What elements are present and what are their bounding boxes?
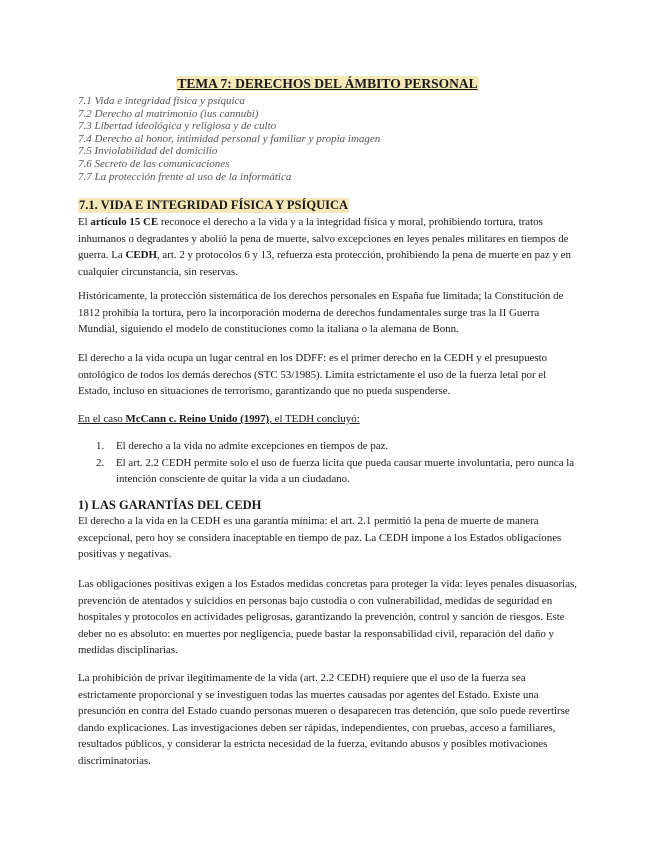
- subsection-heading: 1) LAS GARANTÍAS DEL CEDH: [78, 498, 262, 512]
- toc-item: 7.4 Derecho al honor, intimidad personal y familiar y propia imagen: [78, 132, 381, 145]
- text-run: reconoce el derecho a la vida y a la integridad física y moral, prohibiendo tortura, tratos inhumanos o degradantes y abolió la pena de muerte, salvo excepciones en leyes penales militares en tiempos de guerra. La: [78, 216, 569, 261]
- paragraph-minimum-guarantee: El derecho a la vida en la CEDH es una garantía mínima: el art. 2.1 permitió la pena de muerte de manera excepcional, pero hoy se considera inaceptable en tiempo de paz. La CEDH impone a los Estados obligaciones positivas y negativas.: [78, 515, 562, 560]
- bold-term: CEDH: [125, 249, 157, 261]
- paragraph-prohibition: La prohibición de privar ilegítimamente de la vida (art. 2.2 CEDH) requiere que el uso de la fuerza sea estrictamente proporcional y se investiguen todas las muertes causadas por agentes del Estado. Existe una presunción en contra del Estado cuando personas mueren o desaparecen tras detención, que solo puede revertirse dando explicaciones. Las investigaciones deben ser rápidas, independientes, con pruebas, acceso a familiares, resultados públicos, y considerar la estricta necesidad de la fuerza, evitando abusos y posibles motivaciones discriminatorias.: [78, 672, 570, 767]
- list-item: [96, 455, 576, 488]
- case-name: McCann c. Reino Unido (1997): [125, 413, 270, 425]
- paragraph-article-15: [78, 214, 578, 280]
- paragraph-history: Históricamente, la protección sistemática de los derechos personales en España fue limitada; la Constitución de 1812 prohibía la tortura, pero la incorporación moderna de derechos fundamentales surge tras la II Guerra Mundial, siguiendo el modelo de constituciones como la italiana o la alemana de Bonn.: [78, 290, 564, 335]
- section-heading: 7.1. VIDA E INTEGRIDAD FÍSICA Y PSÍQUICA: [79, 198, 349, 212]
- list-number: 2.: [96, 456, 105, 469]
- text-run: El: [78, 216, 91, 228]
- case-intro: [78, 411, 578, 428]
- document-title: [0, 76, 655, 92]
- toc-item: 7.2 Derecho al matrimonio (ius cannubi): [78, 107, 259, 120]
- paragraph-positive-obligations: Las obligaciones positivas exigen a los Estados medidas concretas para proteger la vida: leyes penales disuasorias, prevención de atentados y suicidios en personas bajo custodia o con vulnerabilidad, medidas de seguridad en hospitales y protocolos en actividades peligrosas, garantizando la prevención, control y sanción de riesgos. Este deber no es absoluto: en muertes por negligencia, puede bastar la responsabilidad civil, reparación del daño y medidas disciplinarias.: [78, 578, 578, 656]
- toc-item: 7.5 Inviolabilidad del domicilio: [78, 145, 218, 158]
- list-item: [96, 438, 576, 455]
- text-run: En el caso: [78, 413, 126, 425]
- title-text: TEMA 7: DERECHOS DEL ÁMBITO PERSONAL: [177, 76, 478, 91]
- toc-item: 7.3 Libertad ideológica y religiosa y de culto: [78, 120, 277, 133]
- text-run: , el TEDH concluyó:: [269, 413, 360, 425]
- bold-term: artículo 15 CE: [90, 216, 159, 228]
- toc-item: 7.7 La protección frente al uso de la informática: [78, 170, 292, 183]
- list-text: El art. 2.2 CEDH permite solo el uso de fuerza lícita que pueda causar muerte involuntaria, pero nunca la intención consciente de quitar la vida a un ciudadano.: [116, 456, 575, 485]
- toc-item: 7.6 Secreto de las comunicaciones: [78, 157, 230, 170]
- text-run: , art. 2 y protocolos 6 y 13, refuerza esta protección, prohibiendo la pena de muerte en paz y en cualquier circunstancia, sin reservas.: [78, 249, 571, 278]
- list-text: El derecho a la vida no admite excepciones en tiempos de paz.: [116, 440, 389, 452]
- paragraph-central-right: El derecho a la vida ocupa un lugar central en los DDFF: es el primer derecho en la CEDH y el presupuesto ontológico de todos los demás derechos (STC 53/1985). Limita estrictamente el uso de la fuerza letal por el Estado, incluso en situaciones de terrorismo, garantizando que no pueda suspenderse.: [78, 352, 548, 397]
- list-number: 1.: [96, 440, 105, 452]
- table-of-contents: [78, 95, 598, 183]
- numbered-list: [96, 438, 576, 488]
- toc-item: 7.1 Vida e integridad física y psíquica: [78, 95, 245, 107]
